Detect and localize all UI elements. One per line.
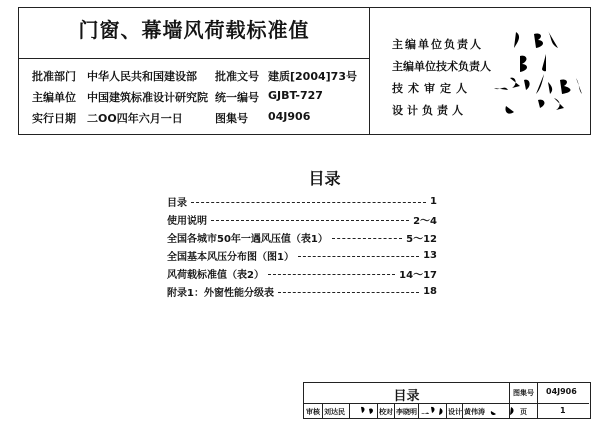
approval-doc-value: 建质[2004]73号 (268, 70, 357, 83)
editor-unit-value: 中国建筑标准设计研究院 (87, 91, 208, 104)
effective-date-label: 实行日期 (32, 112, 76, 125)
table-of-contents (167, 192, 437, 300)
signature-label: 设计负责人 (392, 104, 467, 117)
title-block-rule (446, 403, 447, 418)
toc-entry-label: 附录1：外窗性能分级表 (167, 287, 274, 299)
toc-entry-pages: 14～17 (399, 269, 437, 281)
unified-no-value: GJBT-727 (268, 89, 323, 102)
toc-entry-pages: 13 (423, 249, 437, 261)
toc-entry-label: 使用说明 (167, 215, 207, 227)
toc-entry[interactable] (167, 246, 437, 264)
effective-date-value: 二ОО四年六月一日 (87, 112, 183, 125)
handwritten-signature (500, 50, 570, 74)
atlas-no-value: 04J906 (268, 110, 311, 123)
toc-leader (211, 220, 409, 221)
handwritten-signature (492, 28, 562, 52)
toc-entry[interactable] (167, 192, 437, 210)
atlas-no-label: 图集号 (215, 112, 248, 125)
title-block-rule (322, 403, 323, 418)
designer-name: 黄伟涛 (464, 408, 485, 416)
reviewer-name: 刘达民 (324, 408, 345, 416)
title-divider (18, 58, 370, 59)
toc-entry-pages: 5～12 (406, 233, 437, 245)
sheet-name: 目录 (393, 389, 420, 404)
toc-entry[interactable] (167, 264, 437, 282)
reviewer-signature (350, 404, 376, 417)
toc-leader (332, 238, 402, 239)
toc-entry-pages: 2～4 (413, 215, 437, 227)
title-block-rule (462, 403, 463, 418)
toc-leader (278, 292, 419, 293)
approval-doc-label: 批准文号 (215, 70, 259, 83)
checker-signature (419, 404, 445, 417)
review-label: 审核 (306, 408, 320, 416)
title-block-rule (377, 403, 378, 418)
atlas-value: 04J906 (546, 387, 577, 396)
toc-leader (191, 202, 426, 203)
atlas-label: 图集号 (513, 389, 534, 397)
toc-title: 目录 (308, 169, 341, 188)
approval-dept-label: 批准部门 (32, 70, 76, 83)
toc-entry-pages: 1 (430, 195, 437, 207)
toc-leader (298, 256, 419, 257)
toc-entry-label: 目录 (167, 197, 187, 209)
title-block (303, 382, 591, 419)
handwritten-signature (500, 94, 572, 118)
toc-entry-pages: 18 (423, 285, 437, 297)
designer-signature (488, 404, 516, 417)
toc-entry[interactable] (167, 228, 437, 246)
toc-entry[interactable] (167, 282, 437, 300)
document-title: 门窗、幕墙风荷载标准值 (78, 18, 310, 42)
approval-dept-value: 中华人民共和国建设部 (87, 70, 197, 83)
toc-entry-label: 风荷载标准值（表2） (167, 269, 264, 281)
toc-leader (268, 274, 395, 275)
signature-label: 主编单位技术负责人 (392, 60, 491, 73)
page-value: 1 (560, 406, 566, 415)
title-block-rule (537, 383, 538, 418)
title-block-rule (394, 403, 395, 418)
toc-entry-label: 全国各城市50年一遇风压值（表1） (167, 233, 328, 245)
toc-entry[interactable] (167, 210, 437, 228)
signature-label: 技术审定人 (392, 82, 472, 95)
design-label: 设计 (448, 408, 462, 416)
editor-unit-label: 主编单位 (32, 91, 76, 104)
page-label: 页 (520, 408, 527, 416)
signature-label: 主编单位负责人 (392, 38, 483, 51)
toc-entry-label: 全国基本风压分布图（图1） (167, 251, 294, 263)
checker-name: 李晓明 (396, 408, 417, 416)
unified-no-label: 统一编号 (215, 91, 259, 104)
check-label: 校对 (379, 408, 393, 416)
